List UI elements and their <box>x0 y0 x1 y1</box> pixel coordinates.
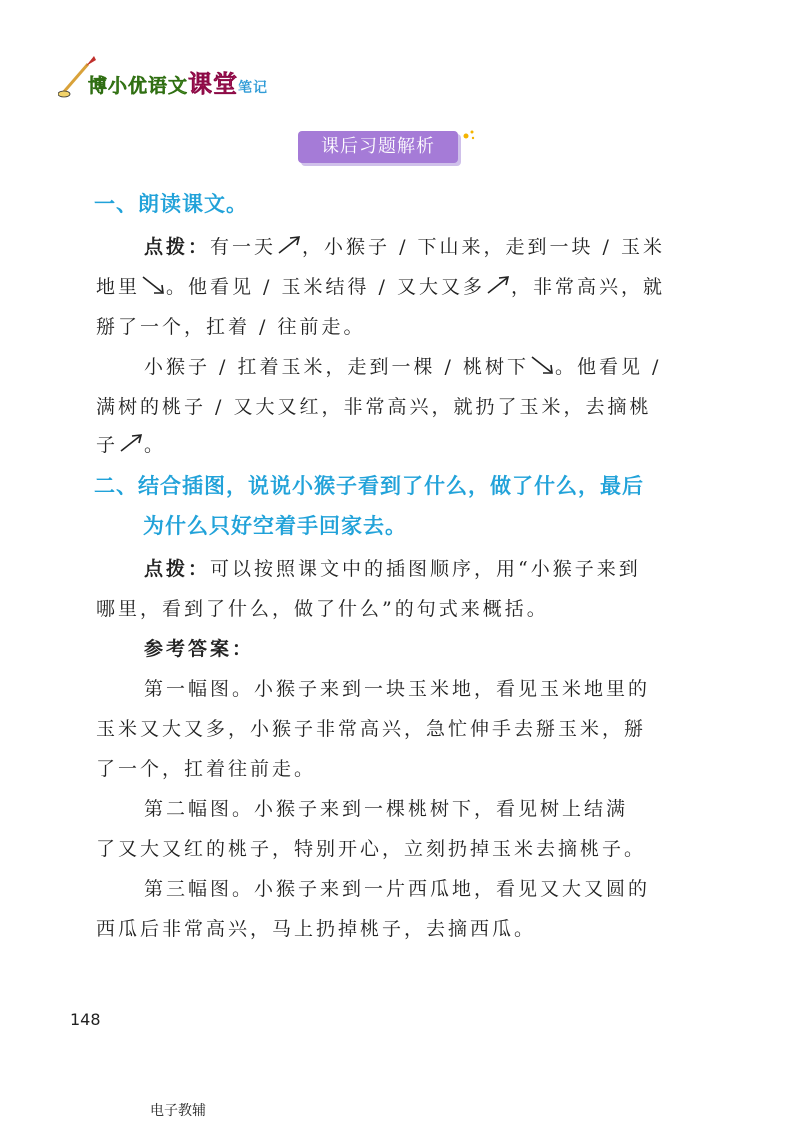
answer-line: 第二幅图。小猴子来到一棵桃树下，看见树上结满 <box>144 798 629 820</box>
rising-tone-arrow-icon <box>276 235 302 255</box>
logo-text-part1: 博小优语文 <box>88 75 189 97</box>
page-number: 148 <box>70 1010 101 1029</box>
falling-tone-arrow-icon <box>140 275 166 295</box>
brand-logo <box>58 54 318 104</box>
falling-tone-arrow-icon <box>529 355 555 375</box>
answer-line: 玉米又大又多，小猴子非常高兴，急忙伸手去掰玉米，掰 <box>96 718 647 740</box>
answer-line: 了一个，扛着往前走。 <box>96 758 317 780</box>
answer-line: 第一幅图。小猴子来到一块玉米地，看见玉米地里的 <box>144 678 651 700</box>
answer-line: 了又大又红的桃子，特别开心，立刻扔掉玉米去摘桃子。 <box>96 838 647 860</box>
section2-heading-line2: 为什么只好空着手回家去。 <box>143 514 407 538</box>
section1-line5: 满树的桃子 / 又大又红，非常高兴，就扔了玉米，去摘桃 <box>96 396 652 418</box>
section-banner <box>298 131 458 163</box>
answer-line: 第三幅图。小猴子来到一片西瓜地，看见又大又圆的 <box>144 878 651 900</box>
section-banner-label: 课后习题解析 <box>321 136 435 157</box>
section1-line1: 点拨：有一天 ，小猴子 / 下山来，走到一块 / 玉米 <box>144 236 665 258</box>
rising-tone-arrow-icon <box>118 433 144 453</box>
section2-tip-line1: 点拨：可以按照课文中的插图顺序，用“小猴子来到 <box>144 558 641 580</box>
footer-label: 电子教辅 <box>150 1103 206 1119</box>
section1-line2: 地里 。他看见 / 玉米结得 / 又大又多 ，非常高兴，就 <box>96 276 665 298</box>
tip-label: 点拨： <box>144 558 211 580</box>
logo-text-part3: 笔记 <box>238 80 269 96</box>
logo-text <box>88 64 268 99</box>
answer-line: 西瓜后非常高兴，马上扔掉桃子，去摘西瓜。 <box>96 918 537 940</box>
tip-label: 点拨： <box>144 236 211 258</box>
section1-line4: 小猴子 / 扛着玉米，走到一棵 / 桃树下 。他看见 / <box>144 356 662 378</box>
section1-heading: 一、朗读课文。 <box>94 192 248 216</box>
section1-line3: 掰了一个，扛着 / 往前走。 <box>96 316 366 338</box>
section1-line6: 子 。 <box>96 434 167 456</box>
section2-heading-line1: 二、结合插图，说说小猴子看到了什么，做了什么，最后 <box>94 474 644 498</box>
sparkle-icon <box>462 128 476 142</box>
section2-tip-line2: 哪里，看到了什么，做了什么”的句式来概括。 <box>96 598 549 620</box>
rising-tone-arrow-icon <box>485 275 511 295</box>
logo-text-part2: 课堂 <box>188 70 239 98</box>
answer-label: 参考答案： <box>144 638 255 660</box>
